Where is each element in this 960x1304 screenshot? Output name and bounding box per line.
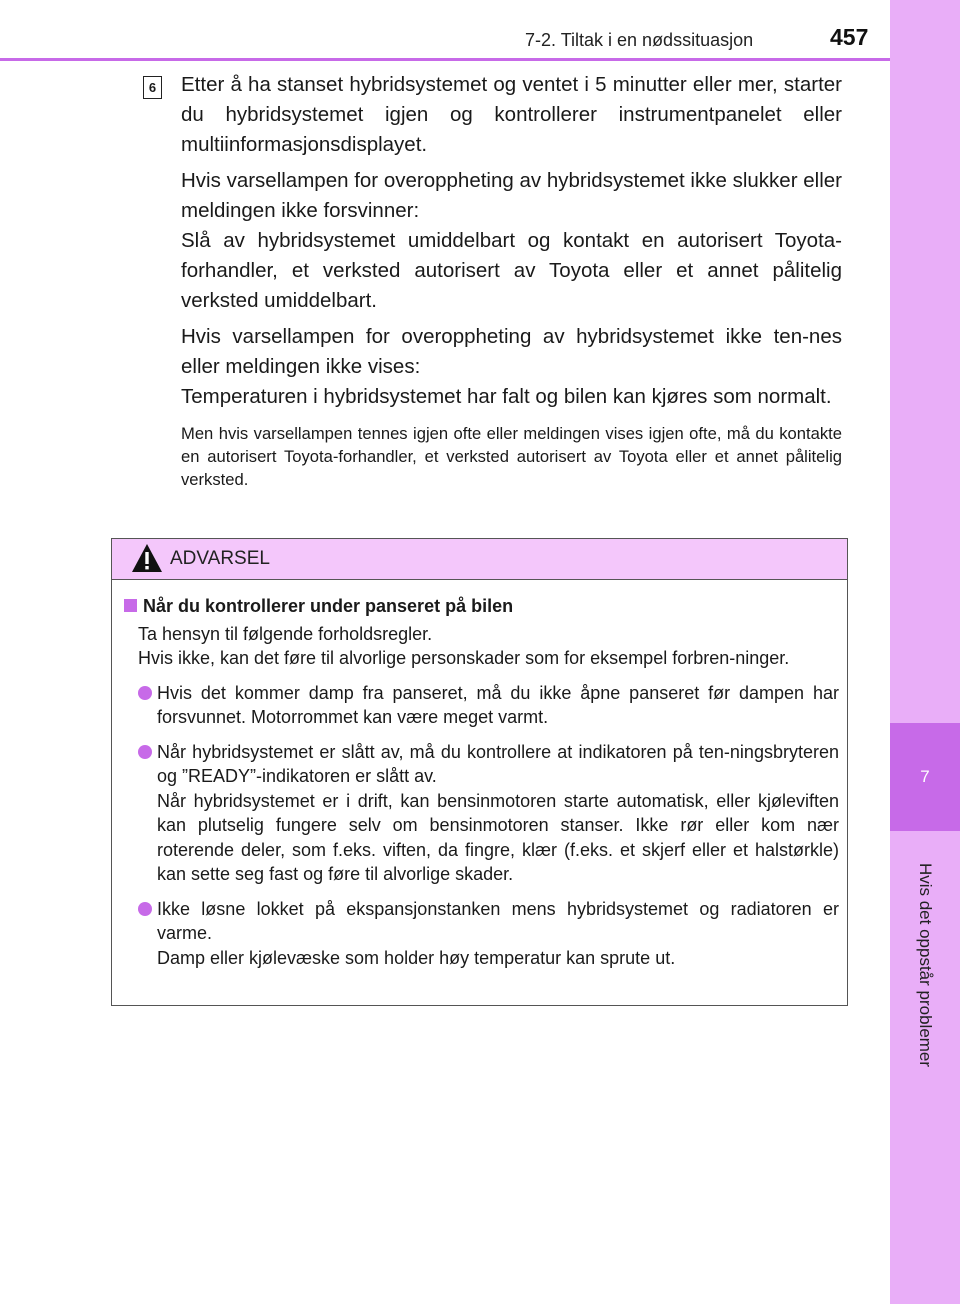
warning-intro-line1: Ta hensyn til følgende forholdsregler. [138, 623, 433, 644]
warning-heading [124, 594, 839, 619]
warning-bullet-line: Når hybridsystemet er slått av, må du kontrollere at indikatoren på ten-ningsbryteren og ”READY”-indikatoren er slått av. [157, 741, 839, 786]
warning-intro-line2: Hvis ikke, kan det føre til alvorlige personskader som for eksempel forbren-ninger. [138, 648, 790, 668]
warning-body [112, 580, 847, 970]
warning-bullet-line: Når hybridsystemet er i drift, kan bensinmotoren starte automatisk, eller kjøleviften kan plutselig fungere selv om bensinmotoren stanser. Ikke rør eller kom nær roterende deler, som f.eks. viften, da fingre, klær (f.eks. et skjerf eller et halstørkle) kan sette seg fast og føre til alvorlige skader. [157, 790, 839, 884]
warning-bullet-text [157, 681, 839, 730]
warning-title: ADVARSEL [170, 548, 270, 569]
page-number: 457 [830, 24, 869, 50]
case2-condition: Hvis varsellampen for overoppheting av hybridsystemet ikke ten-nes eller meldingen ikke vises: [181, 325, 842, 378]
chapter-number: 7 [890, 723, 960, 831]
warning-intro [124, 622, 839, 671]
case1-block [181, 166, 842, 316]
step-instruction: Etter å ha stanset hybridsystemet og ventet i 5 minutter eller mer, starter du hybridsystemet igjen og kontrollerer instrumentpanelet eller multiinformasjonsdisplayet. [181, 73, 842, 156]
warning-bullet [124, 897, 839, 971]
section-title: 7-2. Tiltak i en nødssituasjon [525, 30, 754, 50]
header-rule [0, 58, 890, 61]
warning-bullet-line: Hvis det kommer damp fra panseret, må du ikke åpne panseret før dampen har forsvunnet. Motorrommet kan være meget varmt. [157, 682, 839, 727]
warning-bullet [124, 681, 839, 730]
side-tab-title-text: Hvis det oppstår problemer [916, 862, 935, 1068]
case1-action: Slå av hybridsystemet umiddelbart og kontakt en autorisert Toyota-forhandler, et verksted autorisert av Toyota eller et annet pålitelig verksted umiddelbart. [181, 229, 842, 312]
case1-condition: Hvis varsellampen for overoppheting av hybridsystemet ikke slukker eller meldingen ikke forsvinner: [181, 169, 842, 222]
case2-action: Temperaturen i hybridsystemet har falt og bilen kan kjøres som normalt. [181, 385, 832, 408]
warning-bullet [124, 740, 839, 887]
circle-bullet-icon [138, 902, 152, 916]
step-note: Men hvis varsellampen tennes igjen ofte eller meldingen vises igjen ofte, må du kontakte en autorisert Toyota-forhandler, et verksted autorisert av Toyota eller et annet pålitelig verksted. [181, 424, 842, 489]
warning-heading-text: Når du kontrollerer under panseret på bilen [143, 596, 514, 616]
case2-block [181, 322, 842, 412]
side-tab [890, 0, 960, 1304]
side-tab-title [890, 840, 960, 1090]
step-number-badge: 6 [143, 76, 162, 99]
step-body [181, 70, 842, 497]
warning-triangle-icon [130, 542, 164, 574]
warning-bullet-line: Ikke løsne lokket på ekspansjonstanken mens hybridsystemet og radiatoren er varme. [157, 898, 839, 943]
warning-bullet-line: Damp eller kjølevæske som holder høy temperatur kan sprute ut. [157, 947, 676, 968]
warning-box [111, 538, 848, 1006]
warning-bullet-text [157, 740, 839, 887]
circle-bullet-icon [138, 745, 152, 759]
warning-header [112, 539, 847, 580]
circle-bullet-icon [138, 686, 152, 700]
square-bullet-icon [124, 599, 137, 612]
warning-bullet-text [157, 897, 839, 971]
